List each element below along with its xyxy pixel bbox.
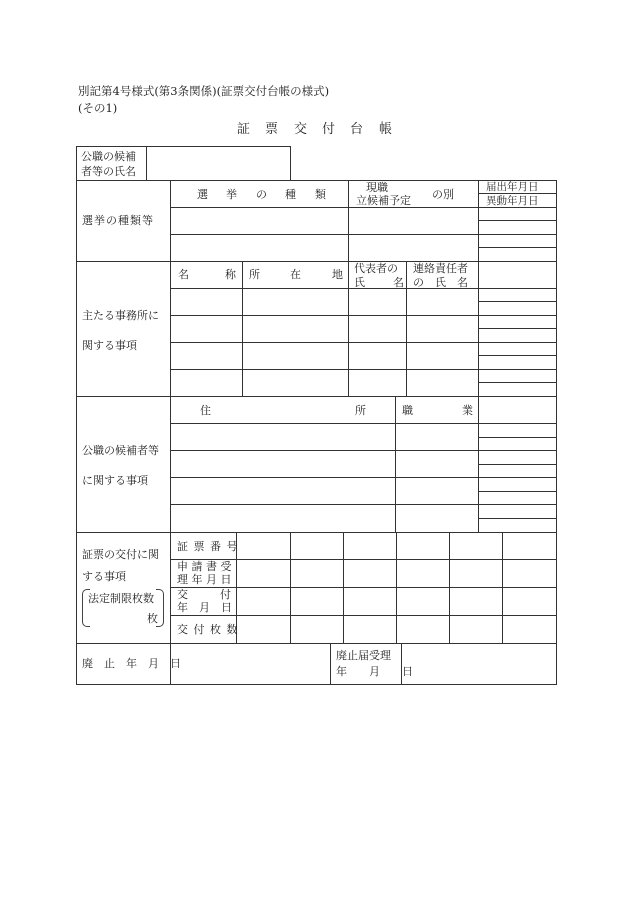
contact-person-header: の 氏 名 (413, 276, 468, 289)
issuance-section-label: する事項 (82, 570, 126, 583)
header-char: 種 (285, 188, 296, 201)
application-date-label: 理 年 月 日 (177, 573, 232, 586)
address-header: 所 (355, 404, 366, 417)
occupation-header: 職 (402, 404, 413, 417)
abolition-notice-label: 廃止届受理 (336, 649, 391, 662)
candidate-name-label: 公職の候補 (81, 150, 136, 163)
form-designation: 別記第4号様式(第3条関係)(証票交付台帳の様式) (78, 84, 330, 98)
title-char: 付 (322, 122, 336, 137)
title-char: 台 (350, 122, 364, 137)
occupation-header: 業 (462, 404, 473, 417)
representative-header: 名 (393, 276, 404, 289)
address-header: 住 (200, 404, 211, 417)
issued-count-label: 交 付 枚 数 (177, 623, 239, 636)
header-char: の (256, 188, 267, 201)
office-section-label: 関する事項 (82, 339, 137, 352)
status-header: 現職 (366, 181, 388, 194)
status-header: 立候補予定 (356, 194, 411, 207)
office-location-header: 地 (332, 268, 343, 281)
header-char: 類 (315, 188, 326, 201)
abolition-date-label: 廃 止 年 月 日 (82, 657, 181, 670)
office-section-label: 主たる事務所に (82, 309, 159, 322)
title-char: 証 (237, 122, 251, 137)
abolition-notice-label: 年 月 日 (336, 665, 413, 678)
representative-header: 代表者の (354, 262, 398, 275)
title-char: 交 (294, 122, 308, 137)
legal-limit-label: 法定制限枚数 (88, 592, 154, 605)
issue-date-label: 付 (220, 588, 231, 601)
office-location-header: 所 (249, 268, 260, 281)
candidate-section-label: に関する事項 (82, 474, 148, 487)
election-section-label: 選挙の種類等 (82, 214, 154, 227)
application-date-label: 申 請 書 受 (177, 560, 232, 573)
status-header: の別 (432, 188, 454, 201)
header-char: 選 (197, 188, 208, 201)
change-date-header: 異動年月日 (486, 195, 539, 207)
office-name-header: 名 (178, 268, 189, 281)
issuance-section-label: 証票の交付に関 (82, 548, 159, 561)
legal-limit-unit: 枚 (147, 612, 158, 625)
ledger-table (76, 180, 557, 685)
issue-date-label: 年 月 日 (177, 601, 232, 614)
office-name-header: 称 (225, 268, 236, 281)
certificate-number-label: 証 票 番 号 (177, 540, 239, 553)
filing-date-header: 届出年月日 (486, 181, 539, 193)
candidate-section-label: 公職の候補者等 (82, 444, 159, 457)
candidate-name-label: 者等の氏名 (81, 165, 136, 178)
candidate-name-field[interactable] (148, 148, 289, 179)
header-char: 挙 (226, 188, 237, 201)
representative-header: 氏 (354, 276, 365, 289)
title-char: 票 (265, 122, 279, 137)
contact-person-header: 連絡責任者 (413, 262, 468, 275)
issue-date-label: 交 (177, 588, 188, 601)
office-location-header: 在 (290, 268, 301, 281)
form-part-label: (その1) (78, 101, 118, 115)
title-char: 帳 (379, 122, 393, 137)
